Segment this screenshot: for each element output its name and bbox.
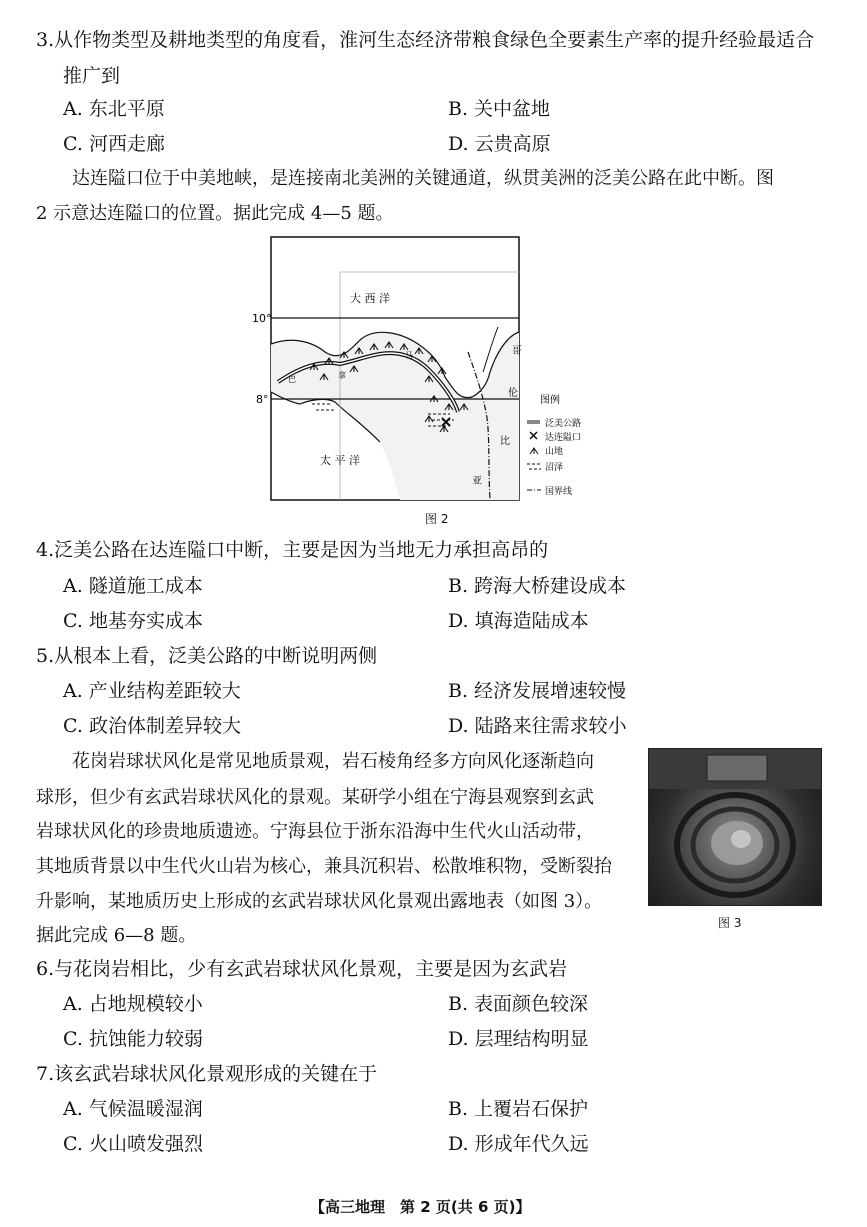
label-atlantic: 大 西 洋: [350, 292, 390, 305]
q7-option-c: C. 火山喷发强烈: [63, 1133, 203, 1155]
map-legend: [527, 393, 581, 497]
label-pacific: 太 平 洋: [320, 454, 360, 467]
q7-option-b: B. 上覆岩石保护: [448, 1098, 589, 1120]
q4-option-d: D. 填海造陆成本: [448, 610, 589, 632]
passage2-line6: 据此完成 6—8 题。: [36, 925, 197, 946]
q3-option-d: D. 云贵高原: [448, 133, 551, 155]
figure3-caption: 图 3: [718, 916, 742, 930]
label-panama-2: 拿: [338, 371, 346, 380]
q4-option-a: A. 隧道施工成本: [63, 575, 203, 597]
passage2-line1: 花岗岩球状风化是常见地质景观，岩石棱角经多方向风化逐渐趋向: [72, 751, 594, 772]
q3-stem-line1: 3.从作物类型及耕地类型的角度看，淮河生态经济带粮食绿色全要素生产率的提升经验最适合: [36, 29, 815, 51]
q6-stem: 6.与花岗岩相比，少有玄武岩球状风化景观，主要是因为玄武岩: [36, 958, 568, 980]
q5-option-c: C. 政治体制差异较大: [63, 715, 241, 737]
q6-option-a: A. 占地规模较小: [63, 993, 203, 1015]
label-colombia-1: 哥: [512, 346, 522, 357]
figure2-caption: 图 2: [425, 512, 449, 526]
q4-option-b: B. 跨海大桥建设成本: [448, 575, 627, 597]
legend-title: 图例: [540, 395, 560, 406]
q3-stem-line2: 推广到: [63, 65, 121, 87]
q3-option-a: A. 东北平原: [63, 98, 165, 120]
q6-option-b: B. 表面颜色较深: [448, 993, 589, 1015]
q5-stem: 5.从根本上看，泛美公路的中断说明两侧: [36, 645, 378, 667]
passage2-line4: 其地质背景以中生代火山岩为核心，兼具沉积岩、松散堆积物，受断裂抬: [36, 856, 612, 877]
passage2-line5: 升影响，某地质历史上形成的玄武岩球状风化景观出露地表（如图 3）。: [36, 891, 603, 912]
page-footer: 【高三地理 第 2 页(共 6 页)】: [310, 1198, 531, 1216]
legend-swamp: 沼泽: [545, 463, 564, 473]
lat-label-10: 10°: [252, 312, 272, 325]
q4-option-c: C. 地基夯实成本: [63, 610, 203, 632]
q7-option-d: D. 形成年代久远: [448, 1133, 589, 1155]
label-colombia-2: 伦: [508, 388, 518, 399]
q3-option-b: B. 关中盆地: [448, 98, 551, 120]
lat-label-8: 8°: [256, 393, 269, 406]
basalt-weathering-photo: [648, 748, 822, 906]
q3-option-c: C. 河西走廊: [63, 133, 165, 155]
q7-option-a: A. 气候温暖湿润: [63, 1098, 203, 1120]
darien-gap-map: [250, 232, 620, 504]
legend-gap: 达连隘口: [545, 433, 582, 443]
q5-option-d: D. 陆路来往需求较小: [448, 715, 627, 737]
legend-highway: 泛美公路: [545, 419, 582, 429]
passage2-line3: 岩球状风化的珍贵地质遗迹。宁海县位于浙东沿海中生代火山活动带，: [36, 821, 594, 842]
passage1-line2: 2 示意达连隘口的位置。据此完成 4—5 题。: [36, 203, 394, 224]
passage1-line1: 达连隘口位于中美地峡，是连接南北美洲的关键通道，纵贯美洲的泛美公路在此中断。图: [72, 168, 774, 189]
q5-option-a: A. 产业结构差距较大: [63, 680, 241, 702]
label-panama-3: 马: [405, 351, 413, 360]
q6-option-c: C. 抗蚀能力较弱: [63, 1028, 203, 1050]
legend-mountain: 山地: [545, 447, 564, 457]
label-colombia-3: 比: [500, 436, 510, 447]
passage2-line2: 球形，但少有玄武岩球状风化的景观。某研学小组在宁海县观察到玄武: [36, 787, 594, 808]
q6-option-d: D. 层理结构明显: [448, 1028, 589, 1050]
label-panama-1: 巴: [288, 375, 296, 384]
q5-option-b: B. 经济发展增速较慢: [448, 680, 627, 702]
q7-stem: 7.该玄武岩球状风化景观形成的关键在于: [36, 1063, 378, 1085]
legend-border: 国界线: [545, 487, 573, 497]
q4-stem: 4.泛美公路在达连隘口中断，主要是因为当地无力承担高昂的: [36, 539, 549, 561]
label-colombia-4: 亚: [472, 476, 482, 487]
